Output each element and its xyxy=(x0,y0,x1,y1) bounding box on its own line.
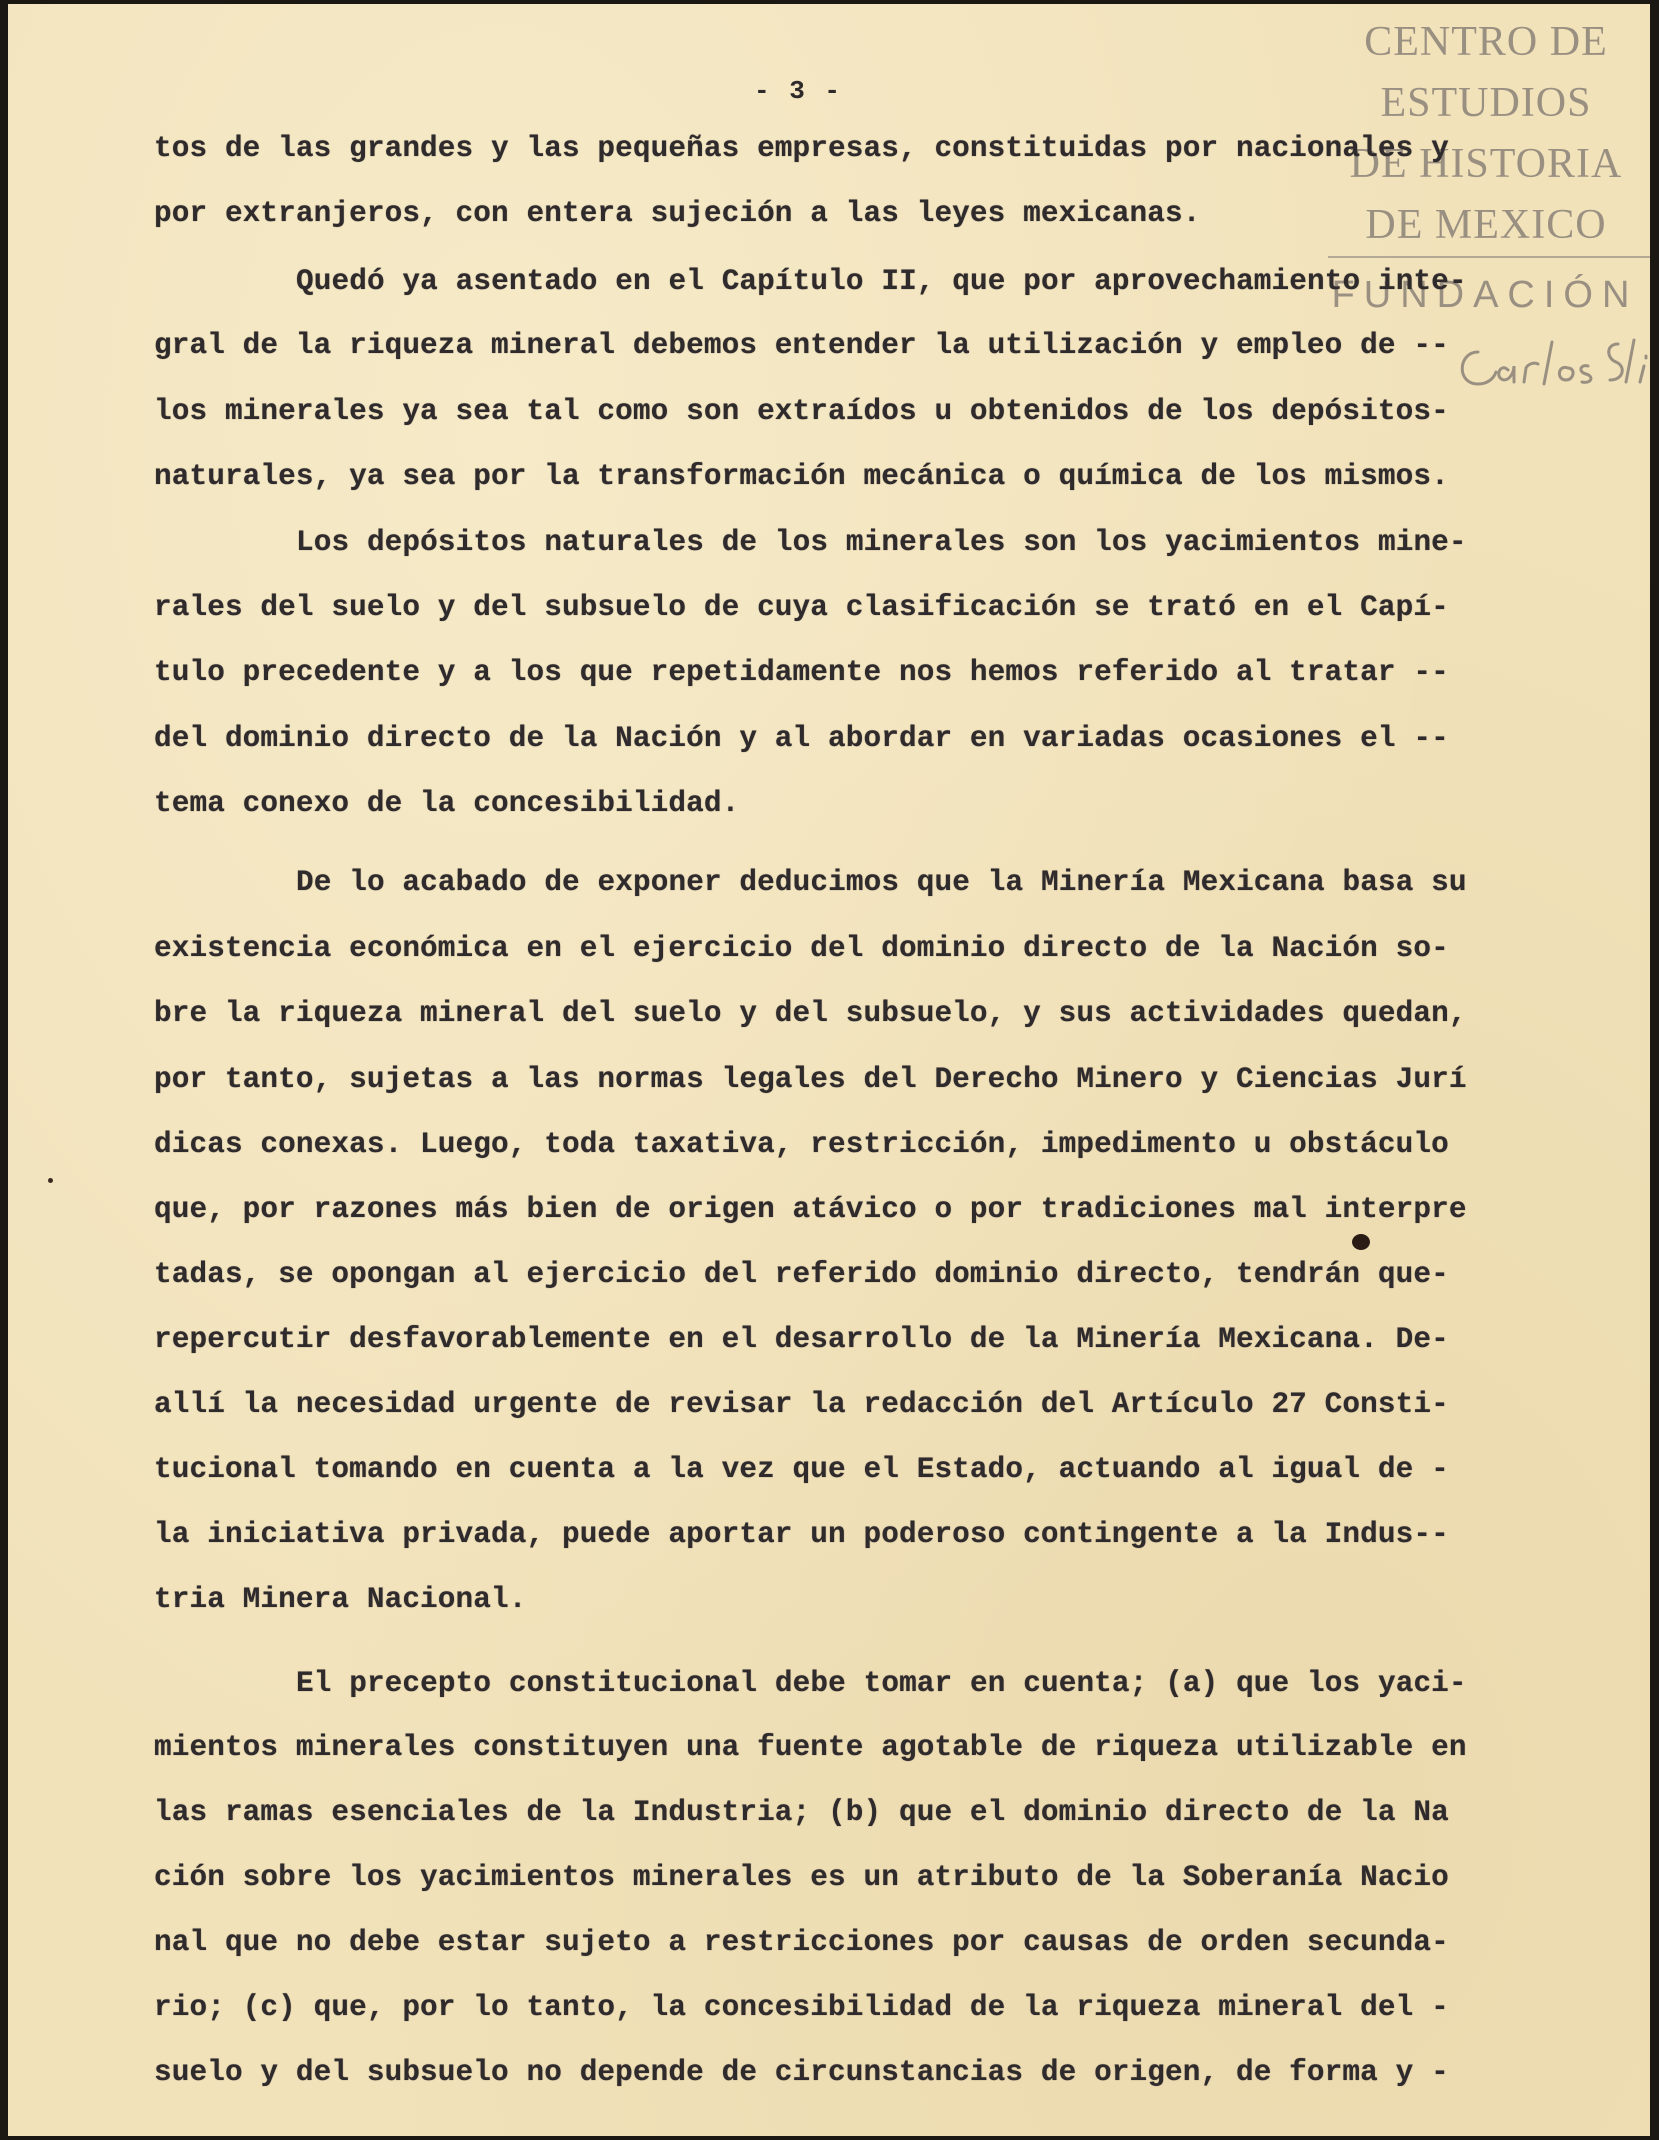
text-line: tria Minera Nacional. xyxy=(154,1583,527,1616)
text-line: los minerales ya sea tal como son extraídos u obtenidos de los depósitos- xyxy=(154,395,1449,428)
text-line: De lo acabado de exponer deducimos que la Minería Mexicana basa su xyxy=(296,866,1467,899)
signature-logo xyxy=(1448,322,1650,412)
text-line: tulo precedente y a los que repetidamente nos hemos referido al tratar -- xyxy=(154,656,1449,689)
text-line: gral de la riqueza mineral debemos entender la utilización y empleo de -- xyxy=(154,329,1449,362)
stamp-line: ESTUDIOS xyxy=(1380,80,1592,126)
text-line: tos de las grandes y las pequeñas empresas, constituidas por nacionales y xyxy=(154,132,1449,165)
text-line: bre la riqueza mineral del suelo y del subsuelo, y sus actividades quedan, xyxy=(154,997,1467,1030)
text-line: tadas, se opongan al ejercicio del referido dominio directo, tendrán que- xyxy=(154,1258,1449,1291)
text-line: existencia económica en el ejercicio del dominio directo de la Nación so- xyxy=(154,932,1449,965)
stamp-divider xyxy=(1328,256,1650,258)
text-line: naturales, ya sea por la transformación mecánica o química de los mismos. xyxy=(154,460,1449,493)
text-line: que, por razones más bien de origen atávico o por tradiciones mal interpre xyxy=(154,1193,1467,1226)
text-line: El precepto constitucional debe tomar en cuenta; (a) que los yaci- xyxy=(296,1667,1467,1700)
text-line: ción sobre los yacimientos minerales es un atributo de la Soberanía Nacio xyxy=(154,1861,1449,1894)
text-line: por tanto, sujetas a las normas legales del Derecho Minero y Ciencias Jurí xyxy=(154,1063,1467,1096)
text-line: las ramas esenciales de la Industria; (b) que el dominio directo de la Na xyxy=(154,1796,1449,1829)
text-line: la iniciativa privada, puede aportar un poderoso contingente a la Indus-- xyxy=(154,1518,1449,1551)
text-line: mientos minerales constituyen una fuente agotable de riqueza utilizable en xyxy=(154,1731,1467,1764)
stamp-line: DE MEXICO xyxy=(1365,202,1607,248)
page-number: - 3 - xyxy=(753,76,842,106)
text-line: allí la necesidad urgente de revisar la redacción del Artículo 27 Consti- xyxy=(154,1388,1449,1421)
text-line: rio; (c) que, por lo tanto, la concesibilidad de la riqueza mineral del - xyxy=(154,1991,1449,2024)
text-line: del dominio directo de la Nación y al abordar en variadas ocasiones el -- xyxy=(154,722,1449,755)
text-line: tucional tomando en cuenta a la vez que el Estado, actuando al igual de - xyxy=(154,1453,1449,1486)
paper-speck xyxy=(48,1178,53,1183)
text-line: suelo y del subsuelo no depende de circunstancias de origen, de forma y - xyxy=(154,2056,1449,2089)
stamp-line: DE HISTORIA xyxy=(1349,141,1623,187)
ink-spot xyxy=(1352,1234,1370,1250)
text-line: repercutir desfavorablemente en el desarrollo de la Minería Mexicana. De- xyxy=(154,1323,1449,1356)
text-line: tema conexo de la concesibilidad. xyxy=(154,787,740,820)
stamp-foundation: FUNDACIÓN xyxy=(1331,274,1639,316)
text-line: Quedó ya asentado en el Capítulo II, que por aprovechamiento inte- xyxy=(296,265,1467,298)
text-line: rales del suelo y del subsuelo de cuya clasificación se trató en el Capí- xyxy=(154,591,1449,624)
stamp-line: CENTRO DE xyxy=(1364,19,1608,65)
text-line: nal que no debe estar sujeto a restricciones por causas de orden secunda- xyxy=(154,1926,1449,1959)
text-line: dicas conexas. Luego, toda taxativa, restricción, impedimento u obstáculo xyxy=(154,1128,1449,1161)
document-page xyxy=(8,4,1650,2136)
text-line: Los depósitos naturales de los minerales son los yacimientos mine- xyxy=(296,526,1467,559)
text-line: por extranjeros, con entera sujeción a las leyes mexicanas. xyxy=(154,197,1201,230)
